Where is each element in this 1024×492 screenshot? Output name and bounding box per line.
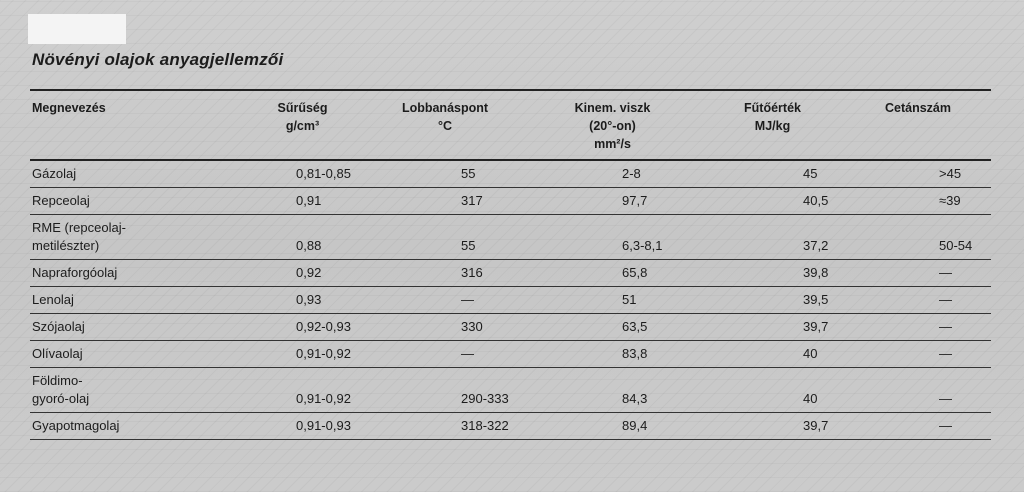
cell-flash-point: 318-322: [365, 413, 525, 440]
cell-density: 0,93: [240, 287, 365, 314]
cell-name: Gázolaj: [30, 160, 240, 188]
header-cetane-number: Cetánszám: [845, 90, 991, 160]
cell-name: Földimo- gyoró-olaj: [30, 368, 240, 413]
cell-density: 0,88: [240, 215, 365, 260]
cell-density: 0,91: [240, 188, 365, 215]
cell-heating-value: 40: [700, 341, 845, 368]
header-viscosity: Kinem. viszk (20°-on) mm²/s: [525, 90, 700, 160]
table-header: [30, 90, 991, 160]
cell-density: 0,91-0,92: [240, 341, 365, 368]
cell-heating-value: 37,2: [700, 215, 845, 260]
cell-viscosity: 6,3-8,1: [525, 215, 700, 260]
header-row: [30, 90, 991, 160]
cell-name: Gyapotmagolaj: [30, 413, 240, 440]
table-row: [30, 260, 991, 287]
cell-cetane-number: 50-54: [845, 215, 991, 260]
cell-heating-value: 40,5: [700, 188, 845, 215]
table-body: [30, 160, 991, 440]
cell-density: 0,92-0,93: [240, 314, 365, 341]
cell-flash-point: —: [365, 287, 525, 314]
cell-viscosity: 51: [525, 287, 700, 314]
cell-heating-value: 39,7: [700, 413, 845, 440]
cell-viscosity: 84,3: [525, 368, 700, 413]
oil-properties-table: [30, 89, 991, 440]
table-title: Növényi olajok anyagjellemzői: [32, 50, 284, 69]
table-row: [30, 314, 991, 341]
cell-cetane-number: —: [845, 314, 991, 341]
cell-heating-value: 39,5: [700, 287, 845, 314]
cell-flash-point: —: [365, 341, 525, 368]
cell-heating-value: 39,8: [700, 260, 845, 287]
cell-cetane-number: —: [845, 287, 991, 314]
header-density: Sűrűség g/cm³: [240, 90, 365, 160]
table-row: [30, 215, 991, 260]
table-row: [30, 160, 991, 188]
cell-viscosity: 2-8: [525, 160, 700, 188]
cell-flash-point: 55: [365, 215, 525, 260]
cell-cetane-number: —: [845, 413, 991, 440]
cell-name: RME (repceolaj- metilészter): [30, 215, 240, 260]
cell-name: Olívaolaj: [30, 341, 240, 368]
cell-cetane-number: —: [845, 368, 991, 413]
cell-name: Lenolaj: [30, 287, 240, 314]
cell-density: 0,81-0,85: [240, 160, 365, 188]
cell-viscosity: 65,8: [525, 260, 700, 287]
cell-flash-point: 290-333: [365, 368, 525, 413]
cell-flash-point: 330: [365, 314, 525, 341]
cell-name: Repceolaj: [30, 188, 240, 215]
cell-flash-point: 316: [365, 260, 525, 287]
header-name: Megnevezés: [30, 90, 240, 160]
cell-density: 0,91-0,92: [240, 368, 365, 413]
table-row: [30, 341, 991, 368]
table-row: [30, 188, 991, 215]
cell-heating-value: 40: [700, 368, 845, 413]
cell-cetane-number: ≈39: [845, 188, 991, 215]
cell-heating-value: 45: [700, 160, 845, 188]
blank-label-area: [28, 14, 126, 44]
cell-name: Szójaolaj: [30, 314, 240, 341]
header-flash-point: Lobbanáspont °C: [365, 90, 525, 160]
cell-name: Napraforgóolaj: [30, 260, 240, 287]
oil-properties-table-container: [30, 89, 991, 440]
cell-viscosity: 83,8: [525, 341, 700, 368]
header-heating-value: Fűtőérték MJ/kg: [700, 90, 845, 160]
cell-cetane-number: >45: [845, 160, 991, 188]
cell-flash-point: 317: [365, 188, 525, 215]
table-row: [30, 368, 991, 413]
table-row: [30, 413, 991, 440]
cell-viscosity: 89,4: [525, 413, 700, 440]
table-row: [30, 287, 991, 314]
cell-flash-point: 55: [365, 160, 525, 188]
cell-heating-value: 39,7: [700, 314, 845, 341]
cell-cetane-number: —: [845, 341, 991, 368]
cell-viscosity: 63,5: [525, 314, 700, 341]
cell-viscosity: 97,7: [525, 188, 700, 215]
cell-cetane-number: —: [845, 260, 991, 287]
cell-density: 0,91-0,93: [240, 413, 365, 440]
cell-density: 0,92: [240, 260, 365, 287]
